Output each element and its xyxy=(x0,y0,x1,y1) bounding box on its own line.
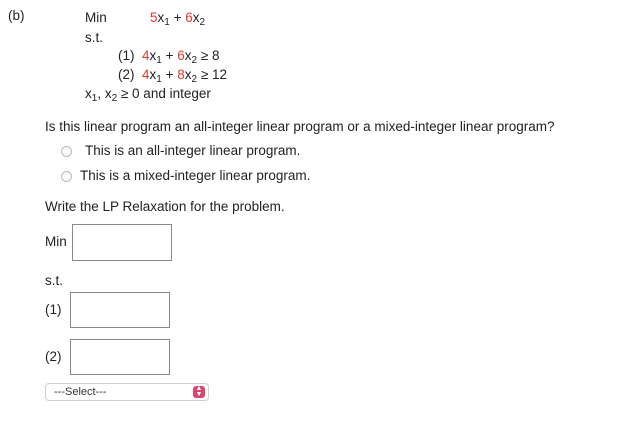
part-label: (b) xyxy=(8,8,25,23)
constraint-2-label: (2) xyxy=(45,349,62,364)
constraint-2: (2) $4x_1 + 8x_2 \ge 12$ xyxy=(118,67,228,85)
min-label: Min xyxy=(45,234,67,249)
coef: 6 xyxy=(185,10,193,25)
updown-chevron-icon: ▲ ▼ xyxy=(193,386,205,398)
question-text: Is this linear program an all-integer linear program or a mixed-integer linear program? xyxy=(45,119,555,134)
objective-expression: $5x_1 + 6x_2$ xyxy=(150,10,206,28)
constraint-1-label: (1) xyxy=(45,302,62,317)
constraint-2-input[interactable] xyxy=(70,339,170,375)
option-all-integer-label[interactable]: This is an all-integer linear program. xyxy=(85,143,301,158)
radio-mixed-integer[interactable] xyxy=(61,171,72,182)
coef: 5 xyxy=(150,10,158,25)
radio-all-integer[interactable] xyxy=(61,146,72,157)
objective-input[interactable] xyxy=(72,224,172,261)
nonnegativity-constraint: $x_1$, $x_2 \ge 0$ and integer xyxy=(85,86,211,104)
select-value: ---Select--- xyxy=(54,386,107,398)
option-mixed-integer-label[interactable]: This is a mixed-integer linear program. xyxy=(80,168,311,183)
constraint-1-input[interactable] xyxy=(70,292,170,328)
objective-label: Min xyxy=(85,10,107,25)
st-label: s.t. xyxy=(85,30,104,45)
variable-condition-select[interactable] xyxy=(45,383,209,401)
constraint-1: (1) $4x_1 + 6x_2 \ge 8$ xyxy=(118,48,220,66)
st-label-form: s.t. xyxy=(45,273,64,288)
relaxation-prompt: Write the LP Relaxation for the problem. xyxy=(45,199,285,214)
